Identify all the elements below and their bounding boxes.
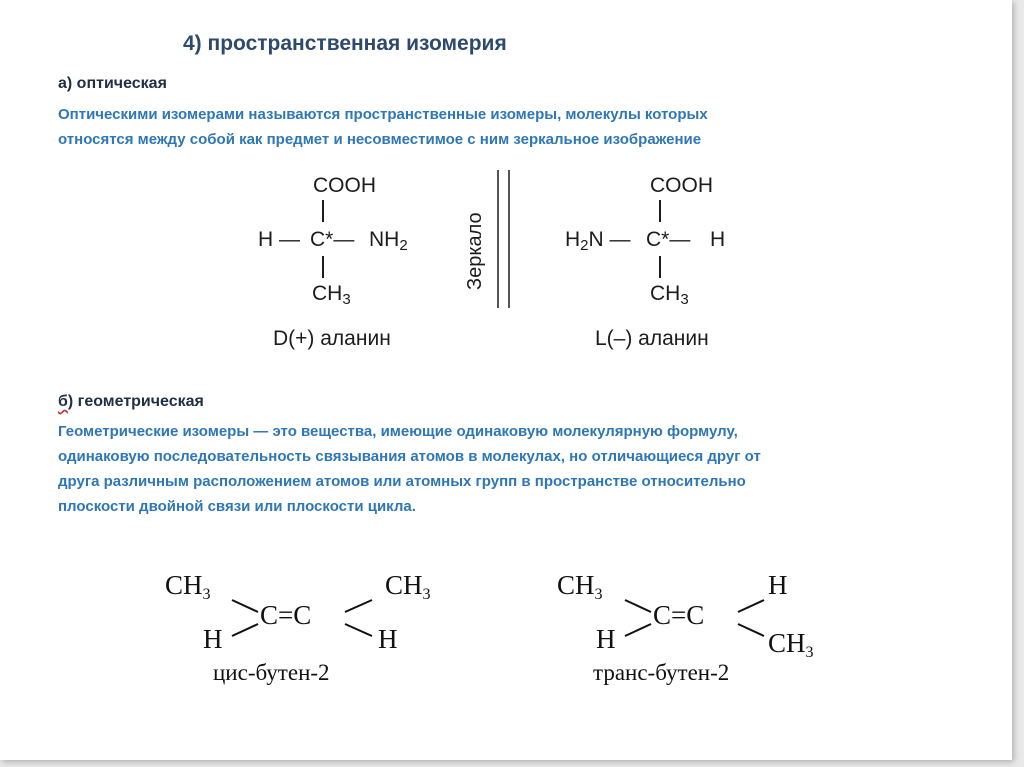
geometric-heading-rest: ) геометрическая bbox=[67, 393, 204, 410]
trans-bond-tl bbox=[625, 600, 651, 612]
trans-ch3-tl-main: CH bbox=[557, 570, 595, 600]
mirror-label: Зеркало bbox=[464, 212, 486, 290]
l-alanine-h2n-tail: N — bbox=[588, 228, 631, 251]
slide-title: 4) пространственная изомерия bbox=[183, 32, 507, 55]
l-alanine-caption: L(–) аланин bbox=[595, 327, 709, 350]
geometric-definition-line: Геометрические изомеры — это вещества, имеющие одинаковую молекулярную формулу, bbox=[58, 423, 738, 440]
geometric-definition-line: друга различным расположением атомов или атомных групп в пространстве относительно bbox=[58, 473, 746, 490]
trans-bond-br bbox=[738, 624, 764, 636]
d-alanine-chiral-carbon: C*— bbox=[310, 228, 355, 251]
trans-h-bottom-left: H bbox=[596, 624, 616, 654]
l-alanine-ch3-main: CH bbox=[650, 282, 681, 305]
cis-caption: цис-бутен-2 bbox=[213, 660, 330, 685]
d-alanine-ch3-main: CH bbox=[312, 282, 343, 305]
trans-h-top-right: H bbox=[768, 570, 788, 600]
cis-h-bottom-left: H bbox=[203, 624, 223, 654]
cis-ch3-top-right bbox=[385, 570, 431, 604]
d-alanine-cooh: COOH bbox=[313, 174, 376, 197]
cis-ch3-top-left bbox=[165, 570, 211, 604]
d-alanine-nh2-sub: 2 bbox=[399, 237, 408, 254]
cis-ch3-tl-main: CH bbox=[165, 570, 203, 600]
l-alanine-chiral-carbon: C*— bbox=[646, 228, 691, 251]
trans-bond-tr bbox=[738, 600, 764, 612]
trans-ch3-br-main: CH bbox=[768, 628, 806, 658]
cis-bond-tl bbox=[232, 600, 258, 612]
trans-ch3-bottom-right bbox=[768, 628, 814, 662]
l-alanine-h2n-sub: 2 bbox=[580, 237, 589, 254]
cis-ch3-tr-sub: 3 bbox=[422, 586, 431, 603]
l-alanine-cooh: COOH bbox=[650, 174, 713, 197]
d-alanine-ch3-sub: 3 bbox=[342, 291, 351, 308]
cis-bond-br bbox=[345, 624, 372, 636]
geometric-definition-line: плоскости двойной связи или плоскости цикла. bbox=[58, 498, 416, 515]
cis-bond-bl bbox=[232, 624, 258, 636]
cis-h-bottom-right: H bbox=[378, 624, 398, 654]
optical-definition-line: относятся между собой как предмет и несовместимое с ним зеркальное изображение bbox=[58, 131, 702, 148]
cis-double-bond: C=C bbox=[260, 600, 312, 630]
optical-heading: а) оптическая bbox=[58, 75, 167, 92]
cis-ch3-tr-main: CH bbox=[385, 570, 423, 600]
trans-ch3-br-sub: 3 bbox=[805, 644, 814, 661]
geometric-definition-line: одинаковую последовательность связывания атомов в молекулах, но отличающиеся друг от bbox=[58, 448, 761, 465]
l-alanine-h2n-main: H bbox=[565, 228, 581, 251]
cis-ch3-tl-sub: 3 bbox=[202, 586, 211, 603]
l-alanine-ch3-sub: 3 bbox=[680, 291, 689, 308]
trans-ch3-top-left bbox=[557, 570, 603, 604]
trans-bond-bl bbox=[625, 624, 651, 636]
trans-ch3-tl-sub: 3 bbox=[594, 586, 603, 603]
d-alanine-caption: D(+) аланин bbox=[273, 327, 391, 350]
d-alanine-h: H — bbox=[258, 228, 300, 251]
cis-bond-tr bbox=[345, 600, 372, 612]
d-alanine-nh2-main: NH bbox=[369, 228, 400, 251]
geometric-heading-letter: б bbox=[58, 393, 68, 410]
trans-double-bond: C=C bbox=[653, 600, 705, 630]
l-alanine-h: H bbox=[710, 228, 726, 251]
optical-definition-line: Оптическими изомерами называются пространственные изомеры, молекулы которых bbox=[58, 106, 708, 123]
trans-caption: транс-бутен-2 bbox=[593, 660, 730, 685]
